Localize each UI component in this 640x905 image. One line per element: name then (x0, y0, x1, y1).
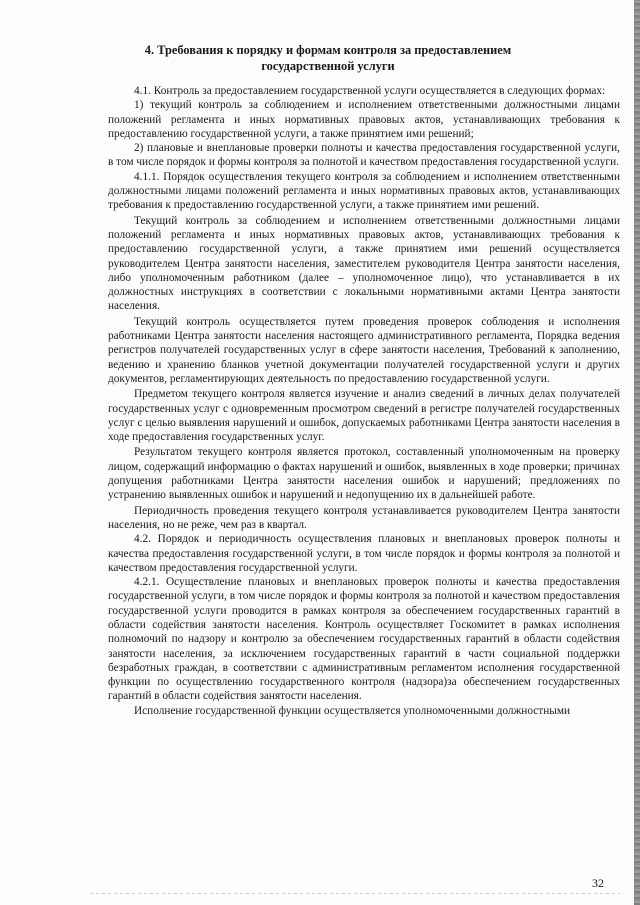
paragraph-function-execution: Исполнение государственной функции осуществляется уполномоченными должностными (134, 704, 571, 717)
paragraph-item-1: 1) текущий контроль за соблюдением и исполнением ответственными должностными лицами положений регламента и иных нормативных правовых актов, устанавливающих требования к предоставлению государственной услуги, а также принятием ими решений; (108, 99, 620, 140)
paragraph-control-method: Текущий контроль осуществляется путем проведения проверок соблюдения и исполнения работниками Центра занятости населения настоящего административного регламента, Порядка ведения регистров получателей государственных услуг в сфере занятости населения, Требований к заполнению, ведению и хранению бланков учетной документации получателей государственной услуги и других документов, регламентирующих деятельность по предоставлению государственной услуги. (108, 315, 620, 385)
footer-dotted-line (90, 893, 620, 894)
paragraph-4-1-1: 4.1.1. Порядок осуществления текущего контроля за соблюдением и исполнением ответственными должностными лицами положений регламента и иных нормативных правовых актов, устанавливающих требования к предоставлению государственной услуги, а также принятием ими решений. (108, 170, 620, 212)
paragraph-control-result: Результатом текущего контроля является протокол, составленный уполномоченным на проверку лицом, содержащий информацию о фактах нарушений и ошибок, выявленных в ходе проверки; причинах допущения работниками Центра занятости населения ошибок и нарушений; предложениях по устранению выявленных ошибок и нарушений и недопущению их в дальнейшей работе. (108, 446, 620, 502)
section-heading: 4. Требования к порядку и формам контроля за предоставлением государственной услуги (144, 43, 512, 73)
scan-edge (634, 0, 640, 905)
paragraph-4-2-1: 4.2.1. Осуществление плановых и внеплановых проверок полноты и качества предоставления государственной услуги, в том числе порядок и формы контроля за полнотой и качеством предоставления государственной услуги проводится в рамках контроля за обеспечением государственных гарантий в области содействия занятости населения. Контроль осуществляет Госкомитет в рамках исполнения полномочий по надзору и контролю за обеспечением государственных гарантий в области содействия занятости населения, за исключением государственных гарантий в части социальной поддержки безработных граждан, в соответствии с административным регламентом исполнения государственной функции по осуществлению государственного контроля (надзора)за обеспечением государственных гарантий в области содействия занятости населения. (108, 576, 620, 703)
paragraph-current-control: Текущий контроль за соблюдением и исполнением ответственными должностными лицами положений регламента и иных нормативных правовых актов, устанавливающих требования к предоставлению государственной услуги, а также принятием ими решений осуществляется руководителем Центра занятости населения, заместителем руководителя Центра занятости населения, либо уполномоченным работником (далее – уполномоченное лицо), что устанавливается в их должностных инструкциях в соответствии с локальными нормативными актами Центра занятости населения. (108, 214, 620, 313)
document-body (108, 84, 620, 718)
paragraph-4-1: 4.1. Контроль за предоставлением государственной услуги осуществляется в следующих формах: (134, 85, 606, 97)
paragraph-item-2: 2) плановые и внеплановые проверки полноты и качества предоставления государственной услуги, в том числе порядок и формы контроля за полнотой и качеством предоставления государственной услуги. (108, 142, 620, 169)
paragraph-periodicity: Периодичность проведения текущего контроля устанавливается руководителем Центра занятости населения, но не реже, чем раз в квартал. (108, 504, 620, 531)
paragraph-control-subject: Предметом текущего контроля является изучение и анализ сведений в личных делах получателей государственных услуг с одновременным просмотром сведений в регистре получателей государственных услуг с целью выявления нарушений и ошибок, допускаемых работниками Центра занятости населения в ходе предоставления государственных услуг. (108, 388, 620, 444)
page-number: 32 (592, 876, 604, 890)
paragraph-4-2: 4.2. Порядок и периодичность осуществления плановых и внеплановых проверок полноты и качества предоставления государственной услуги, в том числе порядок и формы контроля за полнотой и качеством предоставления государственной услуги. (108, 533, 620, 574)
